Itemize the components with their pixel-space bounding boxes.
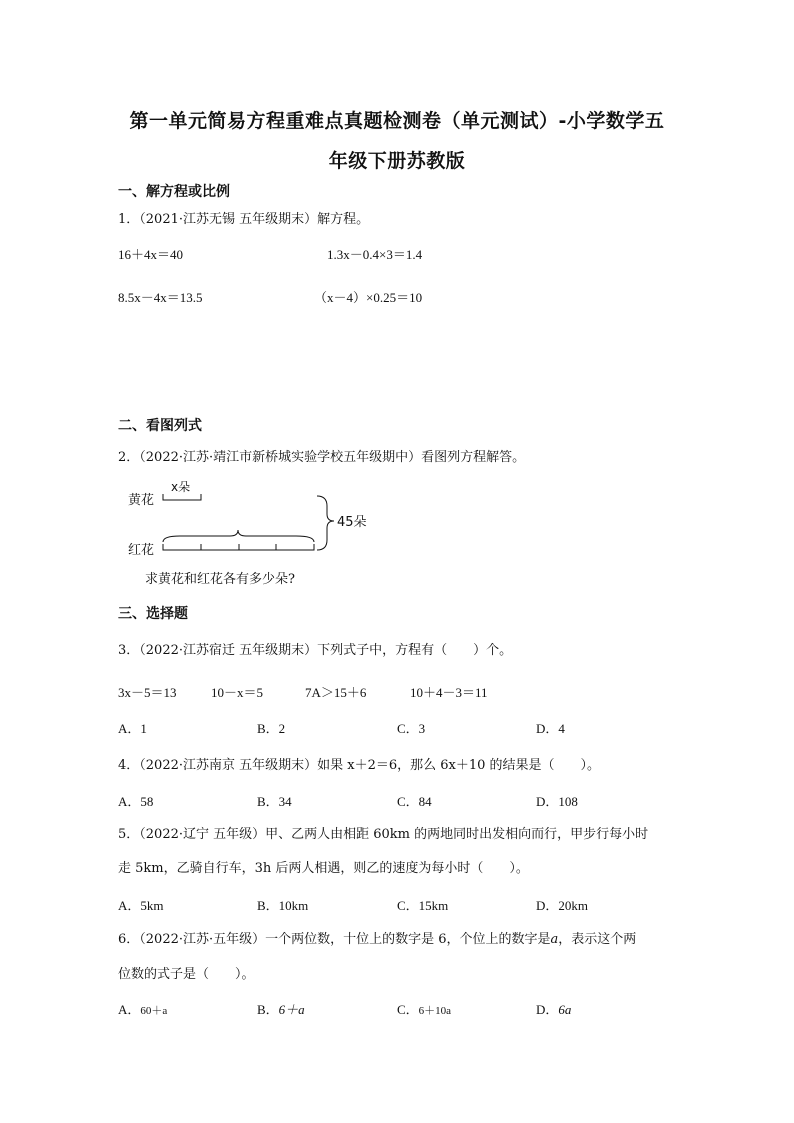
q6-option-b-label: B．	[257, 1002, 279, 1017]
label-x-flowers: x朵	[171, 480, 191, 494]
q4-option-c[interactable]: C．84	[397, 794, 432, 809]
section-heading-1: 一、解方程或比例	[118, 184, 230, 200]
question-4-text: 4．（2022·江苏南京 五年级期末）如果 x＋2＝6，那么 6x＋10 的结果是（ ）。	[118, 758, 601, 773]
q3-option-b[interactable]: B．2	[257, 721, 286, 736]
question-2-text: 2．（2022·江苏·靖江市新桥城实验学校五年级期中）看图列方程解答。	[118, 450, 526, 465]
question-6-line1-post: ，表示这个两	[558, 932, 637, 947]
section-heading-3: 三、选择题	[118, 606, 188, 622]
equation-3: 8.5x－4x＝13.5	[118, 290, 203, 305]
q6-option-b-expr: 6＋a	[278, 1002, 305, 1017]
page-title-line1: 第一单元简易方程重难点真题检测卷（单元测试）-小学数学五	[129, 110, 665, 132]
line-segment-diagram	[120, 474, 380, 564]
total-brace	[317, 496, 334, 550]
question-6-line2: 位数的式子是（ ）。	[118, 967, 255, 982]
q6-option-c-label: C．	[397, 1002, 419, 1017]
expression-3: 7A＞15＋6	[305, 685, 367, 700]
yellow-segment	[163, 494, 201, 500]
question-6-line1	[118, 928, 636, 947]
equation-4: （x－4）×0.25＝10	[314, 290, 423, 305]
question-1-text: 1．（2021·江苏无锡 五年级期末）解方程。	[118, 212, 370, 227]
q6-option-d-expr: 6a	[558, 1002, 572, 1017]
q6-option-d[interactable]	[536, 999, 571, 1018]
q3-option-a[interactable]: A．1	[118, 721, 147, 736]
question-5-line2: 走 5km，乙骑自行车，3h 后两人相遇，则乙的速度为每小时（ ）。	[118, 861, 529, 876]
question-6-line1-pre: 6．（2022·江苏·五年级）一个两位数，十位上的数字是 6，个位上的数字是	[118, 932, 551, 947]
label-red-flowers: 红花	[128, 543, 155, 558]
q6-option-a-expr: 60＋a	[140, 1005, 168, 1017]
page-title-line2: 年级下册苏教版	[328, 150, 466, 172]
q3-option-d[interactable]: D．4	[536, 721, 565, 736]
q6-option-c-expr: 6＋10a	[418, 1005, 452, 1017]
q6-option-a[interactable]	[118, 999, 167, 1018]
q6-option-d-label: D．	[536, 1002, 559, 1017]
question-3-text: 3．（2022·江苏宿迁 五年级期末）下列式子中，方程有（ ）个。	[118, 643, 513, 658]
q4-option-a[interactable]: A．58	[118, 794, 154, 809]
q5-option-c[interactable]: C．15km	[397, 898, 449, 913]
question-5-line1: 5．（2022·辽宁 五年级）甲、乙两人由相距 60km 的两地同时出发相向而行，甲步行每小时	[118, 827, 649, 842]
q5-option-a[interactable]: A．5km	[118, 898, 164, 913]
q5-option-b[interactable]: B．10km	[257, 898, 309, 913]
q3-option-c[interactable]: C．3	[397, 721, 426, 736]
label-total-flowers: 45朵	[337, 515, 367, 530]
q6-option-b[interactable]	[257, 999, 305, 1018]
expression-4: 10＋4－3＝11	[410, 685, 488, 700]
section-heading-2: 二、看图列式	[118, 418, 202, 434]
red-brace	[163, 530, 314, 542]
question-2-prompt: 求黄花和红花各有多少朵?	[145, 572, 295, 587]
equation-1: 16＋4x＝40	[118, 247, 184, 262]
q6-option-c[interactable]	[397, 999, 451, 1018]
label-yellow-flowers: 黄花	[128, 493, 155, 508]
q4-option-b[interactable]: B．34	[257, 794, 292, 809]
q5-option-d[interactable]: D．20km	[536, 898, 589, 913]
q4-option-d[interactable]: D．108	[536, 794, 578, 809]
expression-2: 10－x＝5	[211, 685, 264, 700]
q6-option-a-label: A．	[118, 1002, 141, 1017]
equation-2: 1.3x－0.4×3＝1.4	[327, 247, 423, 262]
expression-1: 3x－5＝13	[118, 685, 177, 700]
variable-a: a	[550, 932, 559, 947]
